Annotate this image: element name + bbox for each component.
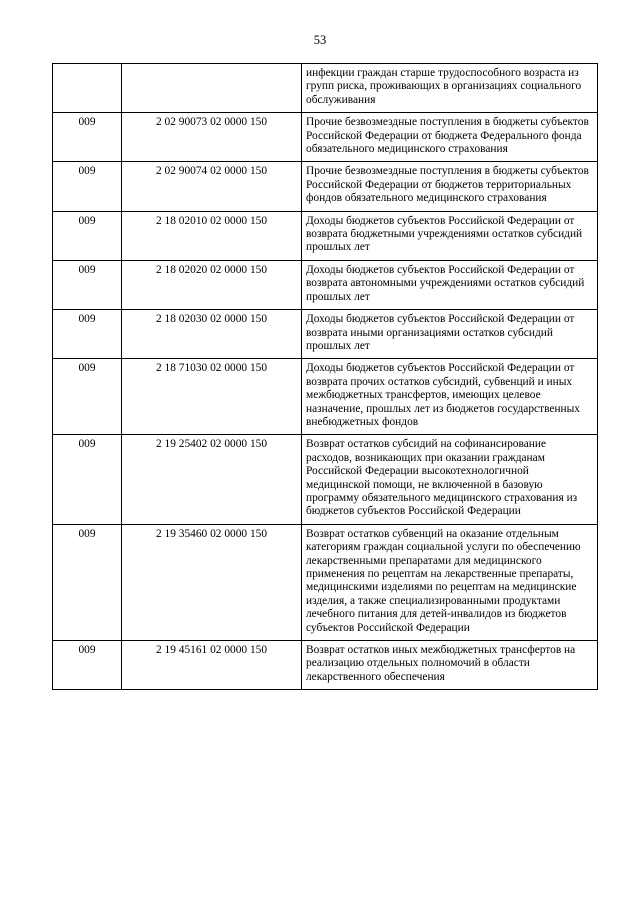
revenue-name-cell: Прочие безвозмездные поступления в бюджеты субъектов Российской Федерации от бюджета Федерального фонда обязательного медицинского страхования [302, 113, 598, 162]
budget-code-cell: 2 19 45161 02 0000 150 [122, 641, 302, 690]
admin-code-cell: 009 [53, 211, 122, 260]
budget-code-cell: 2 18 71030 02 0000 150 [122, 359, 302, 435]
table-row [53, 113, 598, 162]
revenue-name-cell: Доходы бюджетов субъектов Российской Федерации от возврата бюджетными учреждениями остатков субсидий прошлых лет [302, 211, 598, 260]
admin-code-cell: 009 [53, 260, 122, 309]
table-row [53, 64, 598, 113]
admin-code-cell [53, 64, 122, 113]
table-row [53, 211, 598, 260]
revenue-name-cell: Доходы бюджетов субъектов Российской Федерации от возврата прочих остатков субсидий, субвенций и иных межбюджетных трансфертов, имеющих целевое назначение, прошлых лет из бюджетов государственных внебюджетных фондов [302, 359, 598, 435]
budget-code-cell [122, 64, 302, 113]
admin-code-cell: 009 [53, 359, 122, 435]
revenue-name-cell: Доходы бюджетов субъектов Российской Федерации от возврата автономными учреждениями остатков субсидий прошлых лет [302, 260, 598, 309]
budget-code-cell: 2 18 02030 02 0000 150 [122, 310, 302, 359]
budget-code-cell: 2 02 90073 02 0000 150 [122, 113, 302, 162]
revenue-name-cell: Возврат остатков иных межбюджетных трансфертов на реализацию отдельных полномочий в области лекарственного обеспечения [302, 641, 598, 690]
admin-code-cell: 009 [53, 310, 122, 359]
budget-code-cell: 2 02 90074 02 0000 150 [122, 162, 302, 211]
revenue-name-cell: Возврат остатков субвенций на оказание отдельным категориям граждан социальной услуги по обеспечению лекарственными препаратами для медицинского применения по рецептам на лекарственные препараты, медицинскими изделиями по рецептам на медицинские изделия, а также специализированными продуктами лечебного питания для детей-инвалидов из бюджетов субъектов Российской Федерации [302, 524, 598, 640]
table-row [53, 641, 598, 690]
table-row [53, 162, 598, 211]
table-row [53, 260, 598, 309]
revenue-name-cell: Возврат остатков субсидий на софинансирование расходов, возникающих при оказании гражданам Российской Федерации высокотехнологичной медицинской помощи, не включенной в базовую программу обязательного медицинского страхования из бюджетов субъектов Российской Федерации [302, 435, 598, 524]
table-row [53, 310, 598, 359]
revenue-name-cell: инфекции граждан старше трудоспособного возраста из групп риска, проживающих в организациях социального обслуживания [302, 64, 598, 113]
revenue-name-cell: Прочие безвозмездные поступления в бюджеты субъектов Российской Федерации от бюджетов территориальных фондов обязательного медицинского страхования [302, 162, 598, 211]
budget-codes-table [52, 63, 598, 690]
admin-code-cell: 009 [53, 113, 122, 162]
admin-code-cell: 009 [53, 435, 122, 524]
budget-code-cell: 2 18 02020 02 0000 150 [122, 260, 302, 309]
admin-code-cell: 009 [53, 641, 122, 690]
revenue-name-cell: Доходы бюджетов субъектов Российской Федерации от возврата иными организациями остатков субсидий прошлых лет [302, 310, 598, 359]
table-row [53, 359, 598, 435]
admin-code-cell: 009 [53, 162, 122, 211]
admin-code-cell: 009 [53, 524, 122, 640]
table-row [53, 435, 598, 524]
page-number: 53 [313, 33, 327, 47]
budget-code-cell: 2 19 25402 02 0000 150 [122, 435, 302, 524]
budget-code-cell: 2 18 02010 02 0000 150 [122, 211, 302, 260]
budget-code-cell: 2 19 35460 02 0000 150 [122, 524, 302, 640]
table-row [53, 524, 598, 640]
